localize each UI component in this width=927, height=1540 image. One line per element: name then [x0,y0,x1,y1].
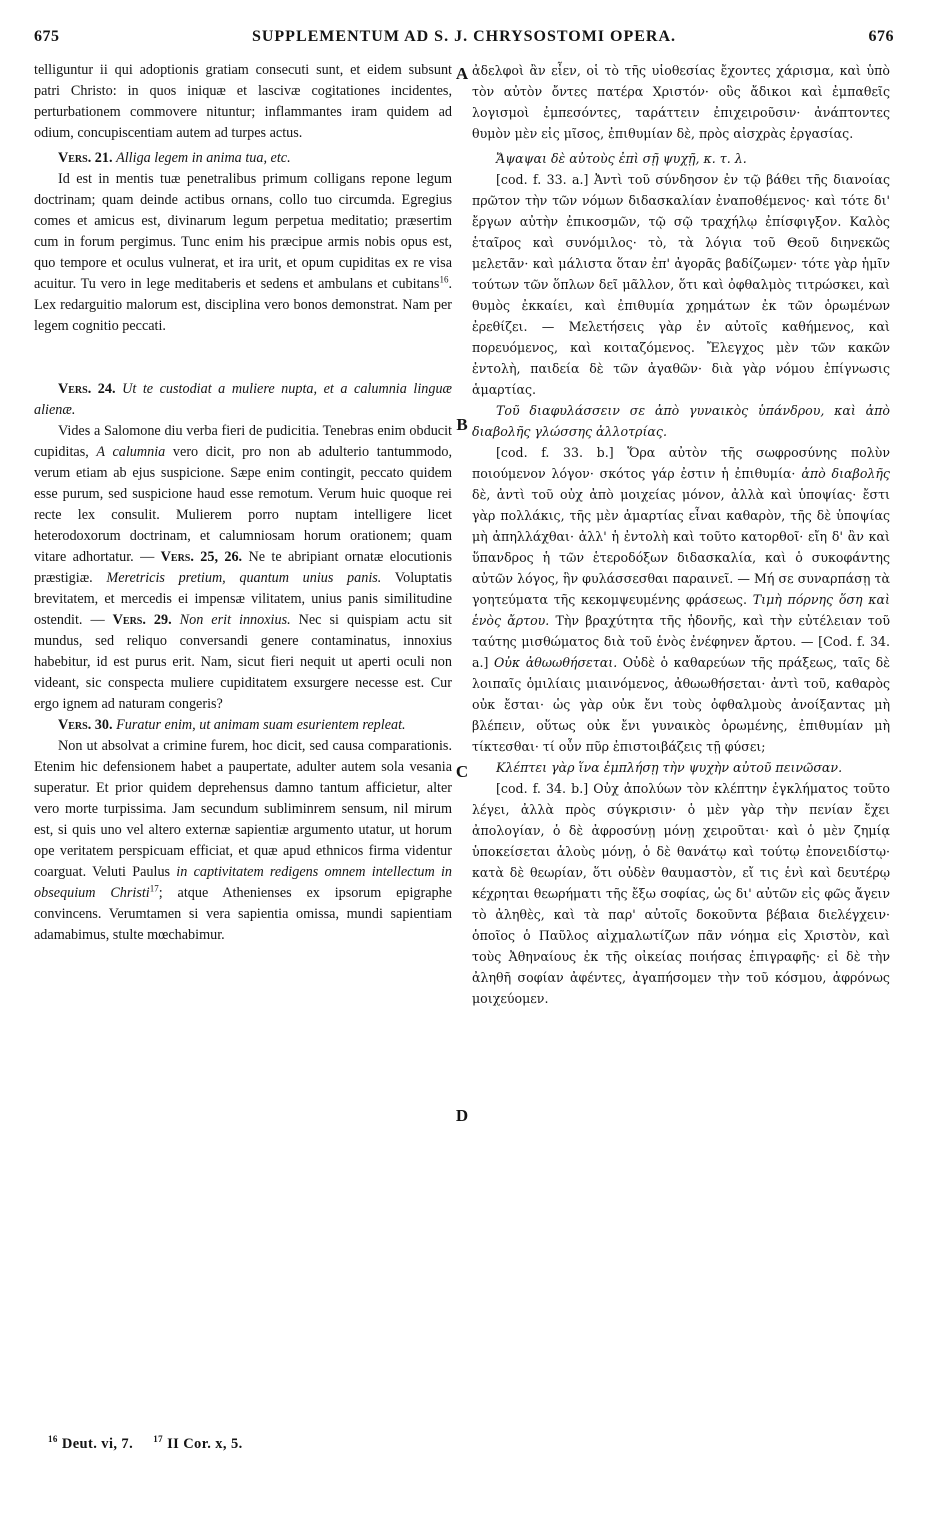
verse-quote: Ut te custodiat a muliere nupta, et a calumnia linguæ alienæ. [34,381,453,418]
verse-label: Vers. 30. [58,717,113,733]
latin-text: Voluptatis brevitatem, et mercedis ei impensæ vilitatem, unius panis similitudine ostendit. — [34,570,453,628]
page-header [34,28,894,50]
greek-text: Ἀντὶ τοῦ σύνδησον ἐν τῷ βάθει τῆς διανοίας πρῶτον τὴν τῶν νόμων διδασκαλίαν ἐναποθέμενος· καὶ τότε δι' ἔργων αὐτὴν ἐπικοσμῶν, τῷ σῷ τραχήλῳ ἐπίσφιγξον. Καλὸς ἑταῖρος καὶ συνόμιλος· τὸ, τὰ λόγια τοῦ Θεοῦ διηνεκῶς μελετᾶν· καὶ μάλιστα ὅταν ἐπ' ἀγορᾶς βαδίζωμεν· τότε γὰρ ἡμῖν τούτων τῶν ὅπλων δεῖ μᾶλλον, ὅτι καὶ ὀφθαλμὸς τιτρώσκει, καὶ θυμὸς ἐκκαίει, καὶ ἐπιθυμία χρημάτων ἐκ τῶν ὁρωμένων ἐρεθίζει. — Μελετήσεις γὰρ ἐν αὐτοῖς καθήμενος, καὶ πορευόμενος, καὶ κοιταζόμενος. Ἔλεγχος μὲν τῶν κακῶν ἐντολὴ, παιδεία δὲ τῶν ἀγαθῶν· διὰ γὰρ νόμου ἐπίγνωσις ἁμαρτίας. [472,172,890,397]
latin-paragraph: telliguntur ii qui adoptionis gratiam consecuti sunt, et eidem subsunt patri Christo: in quos iniquæ et lascivæ cogitationes incidentes, perturbationem commovere nituntur; inflammantes iram quidem ad odium, concupiscentiam autem ad turpes actus. [34,62,452,141]
latin-paragraph [34,736,452,946]
verse-label: Vers. 29. [112,612,172,628]
greek-paragraph [472,442,890,757]
page-number-left: 675 [34,28,60,45]
greek-quote: Τιμὴ πόρνης ὅση καὶ ἑνὸς ἄρτου. [472,592,890,628]
latin-text: Non ut absolvat a crimine furem, hoc dicit, sed causa comparationis. Etenim hic defensionem habet a paupertate, adulter autem sola vesania superatur. Et prior quidem deprehensus damno tantum afficietur, alter vero morte turpissima. Jam secundum subliminrem sensum, nil mirum est, si quis uno vel altero externæ sapientiæ argumento utatur, ut horum ope veritatem perspicuam efficiat, et quæ apud ethnicos firma videntur coarguat. Veluti Paulus [34,738,452,880]
greek-column [472,60,890,1009]
section-marker-c: C [455,762,469,781]
footnote-ref: 16 [439,274,449,285]
greek-quote: Ἄψαψαι δὲ αὐτοὺς ἐπὶ σῇ ψυχῇ, κ. τ. λ. [496,151,747,166]
verse-label: Vers. 25, 26. [160,549,243,565]
greek-heading [472,400,890,442]
verse-heading [34,379,452,421]
greek-text: Οὐχ ἀπολύων τὸν κλέπτην ἐγκλήματος τοῦτο λέγει, ἀλλὰ πρὸς σύγκρισιν· ὁ μὲν γὰρ τὴν πενίαν ἔχει ἀπολογίαν, ὁ δὲ ἀφροσύνῃ μόνῃ χειροῦται· καὶ ὁ μὲν ζημίᾳ ὑποκείσεται ἁλοὺς μόνῃ, ὁ δὲ θανάτῳ καὶ τούτῳ ἐπονειδίστῳ· κατὰ δὲ θεωρίαν, ὅτι οὐδὲν θαυμαστὸν, εἴ τις ἑνὶ καὶ δευτέρῳ κέχρηται θεωρήματι τῆς ἔξω σοφίας, ὡς δι' αὐτῶν εἰς φῶς ἄγειν τὸ ἀληθὲς, καὶ τὰ παρ' αὐτοῖς δοκοῦντα βέβαια διελέγχειν· ὁποῖος ὁ Παῦλος αἰχμαλωτίζων πᾶν νόημα εἰς Χριστὸν, καὶ τοὺς Ἀθηναίους ἐκ τῆς οἰκείας ποιήσας ἐπιγραφῆς· εἰ δὲ τὴν ἀληθῆ σοφίαν ἀφέντες, ἀγαπήσομεν τὴν τοῦ κόσμου, ἀφρόνως μοιχεύομεν. [472,781,890,1006]
verse-label: Vers. 24. [58,381,116,397]
greek-paragraph [472,169,890,400]
verse-label: Vers. 21. [58,150,113,166]
footnote-ref: 17 [149,883,159,894]
greek-heading [472,757,890,778]
greek-text: Ὅρα αὐτὸν τῆς σωφροσύνης πολὺν ποιούμενον λόγον· σκότος γάρ ἐστιν ἡ ἐπιθυμία· [472,445,890,481]
footnote-number: 17 [153,1434,164,1445]
greek-paragraph [472,778,890,1009]
latin-paragraph [34,421,452,715]
greek-paragraph: ἀδελφοὶ ἂν εἶεν, οἱ τὸ τῆς υἱοθεσίας ἔχοντες χάρισμα, καὶ ὑπὸ τὸν αὐτὸν ὄντες πατέρα Χριστόν· οὓς ἄδικοι καὶ ἐμπαθεῖς λογισμοὶ ἐμπεσόντες, ταράττειν ἐπιχειροῦσιν· ἀνάπτοντες θυμὸν μὲν εἰς μῖσος, ἐπιθυμίαν δὲ, πρὸς αἰσχρὰς ἐργασίας. [472,63,890,141]
running-title: SUPPLEMENTUM AD S. J. CHRYSOSTOMI OPERA. [251,28,677,45]
latin-text: Id est in mentis tuæ penetralibus primum colligans repone legum doctrinam; quam deinde actibus ornans, collo tuo circumda. Egregius comes et amicus est, divinarum legum perpetua meditatio; præsertim cum in forum pergimus. Tunc enim his præcipue armis nobis opus est, quo tempore et oculus vulnerat, et ira urit, et opum cupiditas ex re visa acuitur. Tu vero in lege meditaberis et sedens et ambulans et cubitans [34,171,452,292]
latin-quote: Meretricis pretium, quantum unius panis. [106,570,382,586]
greek-text: Τὴν βραχύτητα τῆς ἡδονῆς, καὶ τὴν εὐτέλειαν τοῦ ταύτης μισθώματος διὰ τοῦ ἑνὸς ἐνέφηνεν ἄρτου. — [472,613,890,649]
codex-ref: [Cod. f. 34. a.] [472,634,890,670]
greek-text: δὲ, ἀντὶ τοῦ οὐχ ἀπὸ μοιχείας μόνον, ἀλλὰ καὶ ὑποψίας· ἔστι γὰρ πολλάκις, τῆς μὲν ἁμαρτίας εἶναι καθαρὸν, τῆς δὲ ὑποψίας μὴ ἀπηλλάχθαι· ἀλλ' ἡ ἐντολὴ καὶ τοῦτο κατορθοῖ· εἴη δ' ἂν καὶ ὕπανδρος ἡ τῶν ἑτεροδόξων διδασκαλία, καὶ ὁ συκοφάντης αὐτῶν λόγος, ἣν φυλάσσεσθαι παραινεῖ. — Μή σε συναρπάσῃ τὰ γοητεύματα τῆς κεκομψευμένης φράσεως. [472,487,890,607]
latin-column [34,60,452,946]
latin-text: ; atque Athenienses ex ipsorum epigraphe convincens. Verumtamen si vera sapientia omissa, mundi sapientiam adamabimus, stulte mœchabimur. [34,885,452,943]
verse-quote: Furatur enim, ut animam suam esurientem repleat. [116,717,406,733]
latin-text: . Lex redarguitio malorum est, disciplina vero bonos demonstrat. Nam per legem cognitio peccati. [34,276,452,334]
greek-quote: ἀπὸ διαβολῆς [801,466,890,481]
greek-text: Οὐδὲ ὁ καθαρεύων τῆς πράξεως, ταῖς δὲ λοιπαῖς ὁμιλίαις μιαινόμενος, ἀθωωθήσεται· ἀντὶ τοῦ, καθαρὸς οὐκ ἔσται· ὡς γὰρ οὐκ ἔνι τοὺς ὀφθαλμοὺς ἀνοίξαντας μὴ βλέπειν, οὕτως οὐκ ἔνι γυναικὸς ὁρωμένης, ἐπιθυμίαν μὴ τίκτεσθαι· τί οὖν πῦρ ἐπιστοιβάζεις τῇ φύσει; [472,655,890,754]
footnote-text: Deut. vi, 7. [61,1436,134,1452]
section-marker-d: D [455,1106,469,1125]
codex-ref: [cod. f. 33. b.] [496,445,614,460]
verse-quote: Alliga legem in anima tua, etc. [116,150,291,166]
footnote-number: 16 [48,1434,58,1445]
latin-quote: in captivitatem redigens omnem intellectum in obsequium Christi [34,864,452,901]
greek-heading [472,148,890,169]
greek-quote: Οὐκ ἀθωωθήσεται. [493,655,618,670]
latin-paragraph [34,169,452,337]
codex-ref: [cod. f. 33. a.] [496,172,589,187]
greek-quote: Κλέπτει γὰρ ἵνα ἐμπλήσῃ τὴν ψυχὴν αὐτοῦ πεινῶσαν. [496,760,843,775]
latin-quote: A calumnia [96,444,166,460]
footnotes [48,1436,448,1453]
verse-heading [34,148,452,169]
codex-ref: [cod. f. 34. b.] [496,781,589,796]
latin-text: vero dicit, pro non ab adulterio tantummodo, verum etiam ab ejus suspicione. Sæpe enim contingit, peccato quidem esse purum, sed suspicione haud esse remotum. Verum huic quoque rei recte lex consulit. Mulierem porro nuptam intelligere licet heterodoxorum doctrinam, et calumniosam horum orationem; quam vitare adhortatur. — [34,444,453,565]
footnote-text: II Cor. x, 5. [167,1436,243,1452]
section-marker-b: B [456,415,468,434]
latin-text: Nec si quispiam actu sit mundus, sed reliquo conversandi genere contaminatus, innoxius habebitur, id est purus erit. Nam, sicut fieri nequit ut aperti oculi non videant, sic conspecta muliere cupiditatem exsurgere necesse est. Cur ergo ignem ad naturam congeris? [34,612,452,712]
latin-quote: Non erit innoxius. [179,612,291,628]
latin-text: Ne te abripiant ornatæ elocutionis præstigiæ. [34,549,453,586]
verse-heading [34,715,452,736]
latin-text: Vides a Salomone diu verba fieri de pudicitia. Tenebras enim obducit cupiditas, [34,423,452,460]
section-marker-a: A [455,64,469,83]
greek-quote: Τοῦ διαφυλάσσειν σε ἀπὸ γυναικὸς ὑπάνδρου, καὶ ἀπὸ διαβολῆς γλώσσης ἀλλοτρίας. [472,403,890,439]
page-number-right: 676 [868,28,894,45]
